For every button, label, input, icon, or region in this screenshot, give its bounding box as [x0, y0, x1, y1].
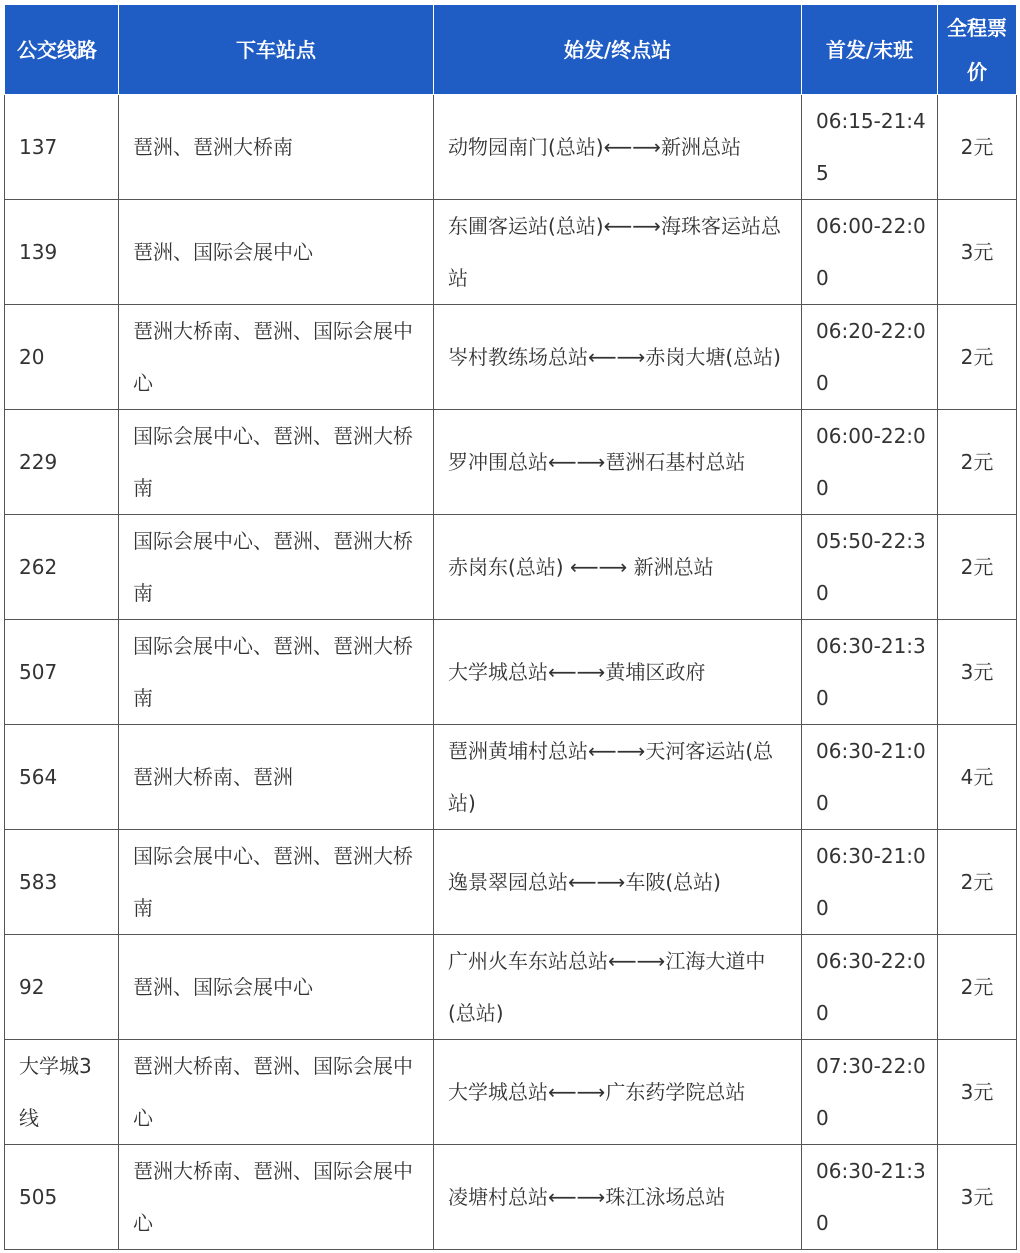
terminals-cell: 岑村教练场总站⟵⟶赤岗大塘(总站) — [434, 305, 802, 410]
header-hours: 首发/末班 — [802, 5, 938, 95]
terminals-cell: 凌塘村总站⟵⟶珠江泳场总站 — [434, 1145, 802, 1250]
fare-cell: 2元 — [938, 935, 1017, 1040]
hours-cell: 06:30-21:00 — [802, 830, 938, 935]
fare-cell: 4元 — [938, 725, 1017, 830]
terminals-cell: 动物园南门(总站)⟵⟶新洲总站 — [434, 95, 802, 200]
hours-cell: 06:30-21:30 — [802, 620, 938, 725]
route-cell: 229 — [5, 410, 119, 515]
hours-cell: 06:15-21:45 — [802, 95, 938, 200]
route-cell: 137 — [5, 95, 119, 200]
fare-cell: 3元 — [938, 1040, 1017, 1145]
table-row — [5, 830, 1017, 935]
terminals-cell: 东圃客运站(总站)⟵⟶海珠客运站总站 — [434, 200, 802, 305]
fare-cell: 2元 — [938, 95, 1017, 200]
stops-cell: 琶洲大桥南、琶洲、国际会展中心 — [119, 1145, 434, 1250]
header-route: 公交线路 — [5, 5, 119, 95]
table-row — [5, 515, 1017, 620]
fare-cell: 2元 — [938, 410, 1017, 515]
hours-cell: 06:00-22:00 — [802, 200, 938, 305]
fare-cell: 3元 — [938, 200, 1017, 305]
stops-cell: 国际会展中心、琶洲、琶洲大桥南 — [119, 515, 434, 620]
table-row — [5, 725, 1017, 830]
table-row — [5, 305, 1017, 410]
stops-cell: 琶洲、琶洲大桥南 — [119, 95, 434, 200]
terminals-cell: 琶洲黄埔村总站⟵⟶天河客运站(总站) — [434, 725, 802, 830]
stops-cell: 琶洲大桥南、琶洲 — [119, 725, 434, 830]
bus-routes-table — [4, 4, 1017, 1250]
route-cell: 139 — [5, 200, 119, 305]
hours-cell: 06:20-22:00 — [802, 305, 938, 410]
hours-cell: 06:30-21:30 — [802, 1145, 938, 1250]
terminals-cell: 逸景翠园总站⟵⟶车陂(总站) — [434, 830, 802, 935]
table-row — [5, 620, 1017, 725]
header-row — [5, 5, 1017, 95]
table-row — [5, 1040, 1017, 1145]
fare-cell: 3元 — [938, 1145, 1017, 1250]
fare-cell: 2元 — [938, 830, 1017, 935]
stops-cell: 琶洲、国际会展中心 — [119, 935, 434, 1040]
hours-cell: 06:30-22:00 — [802, 935, 938, 1040]
terminals-cell: 赤岗东(总站) ⟵⟶ 新洲总站 — [434, 515, 802, 620]
table-row — [5, 1145, 1017, 1250]
route-cell: 20 — [5, 305, 119, 410]
route-cell: 262 — [5, 515, 119, 620]
terminals-cell: 广州火车东站总站⟵⟶江海大道中(总站) — [434, 935, 802, 1040]
hours-cell: 07:30-22:00 — [802, 1040, 938, 1145]
terminals-cell: 大学城总站⟵⟶黄埔区政府 — [434, 620, 802, 725]
stops-cell: 国际会展中心、琶洲、琶洲大桥南 — [119, 410, 434, 515]
table-row — [5, 95, 1017, 200]
hours-cell: 05:50-22:30 — [802, 515, 938, 620]
stops-cell: 国际会展中心、琶洲、琶洲大桥南 — [119, 830, 434, 935]
hours-cell: 06:30-21:00 — [802, 725, 938, 830]
fare-cell: 2元 — [938, 515, 1017, 620]
hours-cell: 06:00-22:00 — [802, 410, 938, 515]
terminals-cell: 罗冲围总站⟵⟶琶洲石基村总站 — [434, 410, 802, 515]
table-row — [5, 935, 1017, 1040]
table-row — [5, 200, 1017, 305]
table-row — [5, 410, 1017, 515]
route-cell: 507 — [5, 620, 119, 725]
fare-cell: 2元 — [938, 305, 1017, 410]
header-terminals: 始发/终点站 — [434, 5, 802, 95]
stops-cell: 琶洲大桥南、琶洲、国际会展中心 — [119, 305, 434, 410]
terminals-cell: 大学城总站⟵⟶广东药学院总站 — [434, 1040, 802, 1145]
fare-cell: 3元 — [938, 620, 1017, 725]
route-cell: 92 — [5, 935, 119, 1040]
header-stops: 下车站点 — [119, 5, 434, 95]
route-cell: 大学城3线 — [5, 1040, 119, 1145]
route-cell: 564 — [5, 725, 119, 830]
route-cell: 583 — [5, 830, 119, 935]
stops-cell: 琶洲、国际会展中心 — [119, 200, 434, 305]
route-cell: 505 — [5, 1145, 119, 1250]
stops-cell: 国际会展中心、琶洲、琶洲大桥南 — [119, 620, 434, 725]
stops-cell: 琶洲大桥南、琶洲、国际会展中心 — [119, 1040, 434, 1145]
header-fare: 全程票价 — [938, 5, 1017, 95]
